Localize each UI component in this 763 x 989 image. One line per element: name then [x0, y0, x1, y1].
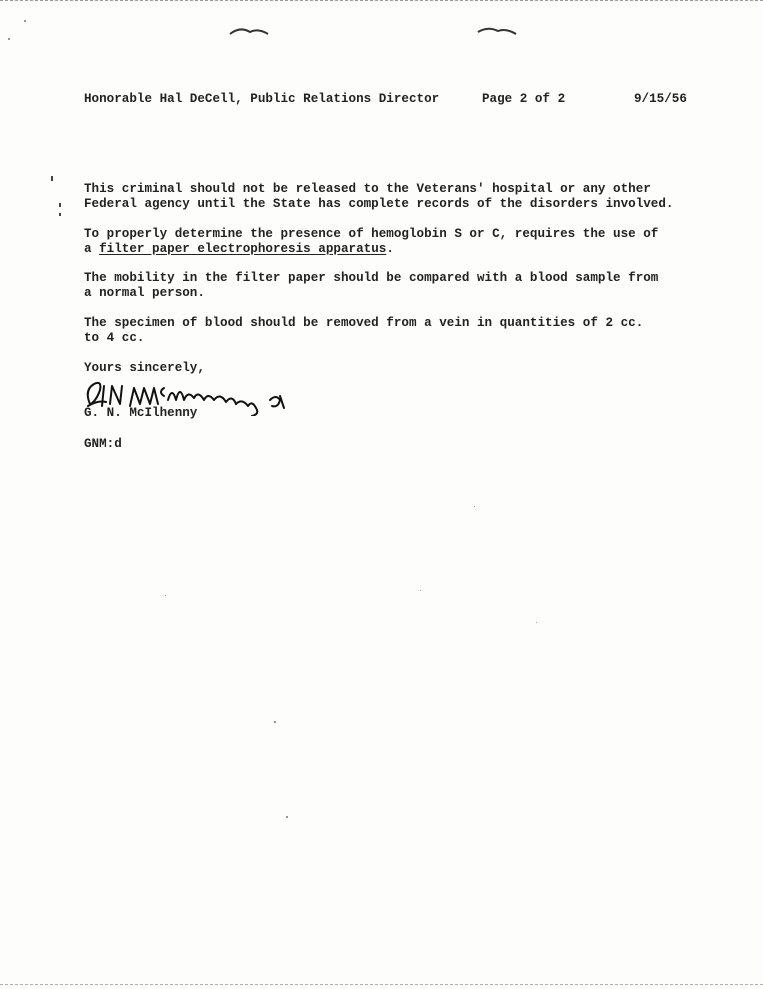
- top-perforation: [0, 0, 763, 1]
- paragraph-line: The specimen of blood should be removed from a vein in quantities of 2 cc.: [84, 316, 644, 330]
- paragraph-line: to 4 cc.: [84, 331, 145, 345]
- scan-speck: [24, 20, 26, 22]
- closing-salutation: Yours sincerely,: [84, 361, 205, 375]
- header-page-number: Page 2 of 2: [482, 92, 566, 106]
- header-date: 9/15/56: [634, 92, 687, 106]
- paragraph-line: The mobility in the filter paper should be compared with a blood sample from: [84, 271, 659, 285]
- bottom-edge-line: [0, 984, 763, 985]
- paragraph-release: [84, 182, 673, 212]
- paragraph-line-prefix: a: [84, 242, 100, 256]
- scan-speck: [274, 721, 276, 723]
- scan-speck: [474, 506, 475, 507]
- margin-mark: [51, 176, 53, 181]
- scan-speck: [165, 595, 166, 596]
- binding-mark-left: [228, 24, 270, 38]
- scan-speck: [536, 622, 537, 623]
- paragraph-specimen: [84, 316, 643, 346]
- binding-mark-right: [476, 24, 518, 38]
- paragraph-line: Federal agency until the State has complete records of the disorders involved.: [84, 197, 674, 211]
- paragraph-hemoglobin: [84, 227, 658, 257]
- paragraph-line: To properly determine the presence of hemoglobin S or C, requires the use of: [84, 227, 659, 241]
- paragraph-mobility: [84, 271, 658, 301]
- margin-mark: [59, 213, 61, 216]
- scan-speck: [420, 590, 421, 591]
- margin-mark: [59, 203, 61, 207]
- reference-initials: GNM:d: [84, 437, 122, 451]
- signer-name: G. N. McIlhenny: [84, 406, 198, 420]
- scan-speck: [8, 38, 10, 40]
- paragraph-line: a normal person.: [84, 286, 205, 300]
- paragraph-line-suffix: .: [386, 242, 394, 256]
- header-addressee: Honorable Hal DeCell, Public Relations Director: [84, 92, 440, 106]
- paragraph-line: This criminal should not be released to the Veterans' hospital or any other: [84, 182, 651, 196]
- apparatus-underlined: filter paper electrophoresis apparatus: [99, 242, 387, 256]
- scan-speck: [286, 816, 288, 818]
